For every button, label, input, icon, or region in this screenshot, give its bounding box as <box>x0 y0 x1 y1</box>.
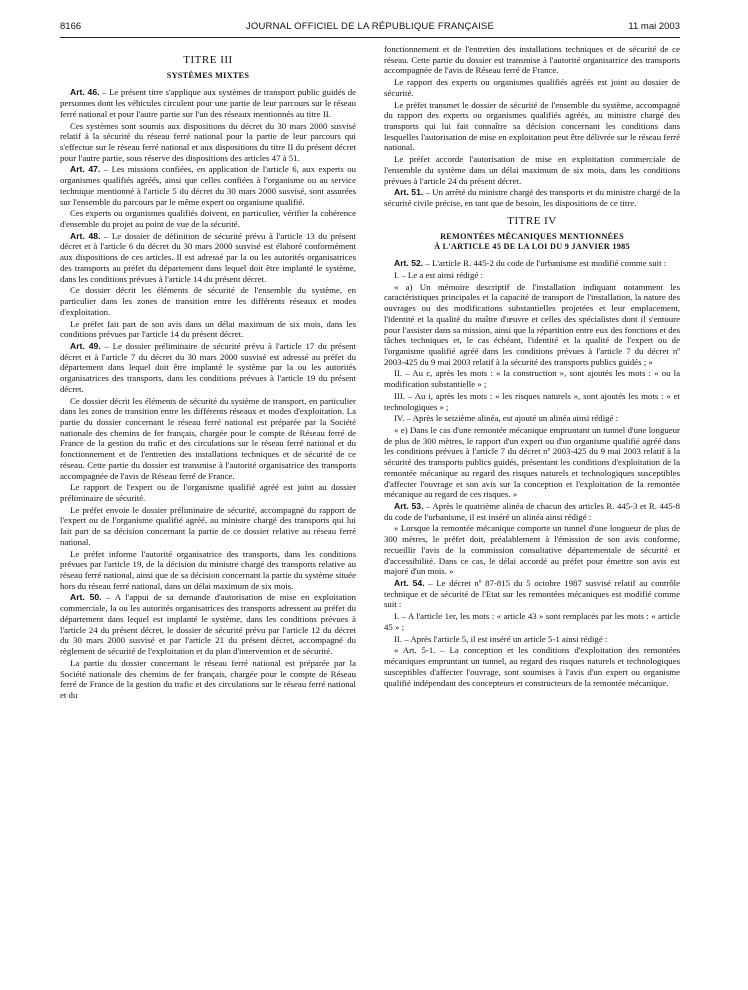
paragraph <box>384 282 680 368</box>
paragraph-text: Le rapport de l'expert ou de l'organisme qualifié agréé est joint au dossier préliminaire de sécurité. <box>60 482 356 503</box>
paragraph-text: « a) Un mémoire descriptif de l'installation indiquant notamment les caractéristiques principales et la capacité de transport de l'installation, la nature des ouvrages ou des modifications substantielles projetées et leur emplacement, l'identité et la qualité du maître d'œuvre et celles des spécialistes dont il s'entoure pour l'assister dans sa mission, ainsi que la répartition entre eux des fonctions et des tâches techniques et, le cas échéant, l'identité et la qualité de l'expert ou de l'organisme qualifié agréé dans les conditions prévues à l'article 7 du décret nº 2003-425 du 9 mai 2003 relatif à la sécurité des transports publics guidés ; » <box>384 281 680 367</box>
paragraph-text: fonctionnement et de l'entretien des installations techniques et de sécurité de ce réseau. Cette partie du dossier est transmise à l'autorité organisatrice des transports accompagnée de l'avis de Réseau ferré de France. <box>384 44 680 76</box>
paragraph <box>384 270 680 281</box>
article-number: Art. 49. <box>70 340 101 351</box>
paragraph <box>384 77 680 98</box>
paragraph <box>60 482 356 503</box>
right-top-paragraphs <box>384 44 680 209</box>
article-number: Art. 46. <box>70 87 100 98</box>
paragraph-text: – Le décret nº 87-815 du 5 octobre 1987 susvisé relatif au contrôle technique et de sécurité de l'Etat sur les remontées mécaniques est modifié comme suit : <box>384 578 680 610</box>
article-paragraph <box>60 341 356 395</box>
paragraph <box>60 505 356 548</box>
paragraph-text: – Le dossier préliminaire de sécurité prévu à l'article 17 du présent décret et à l'article 7 du décret du 30 mars 2000 susvisé est adressé au préfet du département dans lequel doit être implanté le système par la ou les autorités organisatrices des transports, dans les conditions prévues à l'article 19 du présent décret. <box>60 340 356 394</box>
paragraph-text: La partie du dossier concernant le réseau ferré national est préparée par la Société nationale des chemins de fer français, chargée pour le compte de Réseau ferré de France de la gestion du trafic et des circulations sur le réseau ferré national et du <box>60 657 356 700</box>
titre-subtitle: SYSTÈMES MIXTES <box>166 71 250 81</box>
page-number: 8166 <box>60 21 82 32</box>
paragraph <box>384 413 680 424</box>
titre-heading: TITRE IV <box>507 214 557 227</box>
paragraph-text: « Art. 5-1. – La conception et les conditions d'exploitation des remontées mécaniques empruntant un tunnel, au regard des risques naturels et technologiques susceptibles d'affecter l'ouvrage, sont soumises à l'avis d'un expert ou organisme qualifié indépendant des concepteurs et constructeurs de la remontée mécanique. <box>384 645 680 688</box>
paragraph <box>60 549 356 592</box>
left-paragraphs <box>60 87 356 700</box>
paragraph-text: I. – Le a est ainsi rédigé : <box>394 269 483 280</box>
paragraph-text: II. – Au c, après les mots : « la construction », sont ajoutés les mots : « ou la modification substantielle » ; <box>384 368 680 390</box>
article-paragraph <box>60 164 356 207</box>
paragraph <box>60 285 356 317</box>
paragraph-text: Ces systèmes sont soumis aux dispositions du décret du 30 mars 2000 susvisé relatif à la sécurité du réseau ferré national pour la partie de leur parcours qui s'effectue sur le réseau ferré national et aux dispositions du titre II du présent décret pour l'autre partie, sous réserve des dispositions des articles 47 à 51. <box>60 120 356 163</box>
paragraph <box>384 425 680 500</box>
paragraph-text: – Après le quatrième alinéa de chacun des articles R. 445-3 et R. 445-8 du code de l'urbanisme, il est inséré un alinéa ainsi rédigé : <box>384 501 680 522</box>
article-paragraph <box>60 87 356 119</box>
article-number: Art. 54. <box>394 578 425 589</box>
publication-date: 11 mai 2003 <box>628 21 680 32</box>
article-number: Art. 51. <box>394 187 424 198</box>
article-paragraph <box>384 501 680 522</box>
paragraph <box>60 658 356 701</box>
paragraph <box>384 368 680 389</box>
paragraph-text: – Les missions confiées, en application de l'article 6, aux experts ou organismes qualifiés agréés, ainsi que celles confiées à l'organisme ou au service technique mentionné à l'article 5 du décret du 30 mars 2000 susvisé, sont assurées sur l'ensemble du parcours par le même expert ou organisme qualifié. <box>60 164 356 207</box>
paragraph <box>384 100 680 154</box>
paragraph-text: – Un arrêté du ministre chargé des transports et du ministre chargé de la sécurité civile précise, en tant que de besoin, les dispositions de ce titre. <box>384 187 680 209</box>
paragraph-text: Le rapport des experts ou organismes qualifiés agréés est joint au dossier de sécurité. <box>384 77 680 98</box>
paragraph-text: « e) Dans le cas d'une remontée mécanique empruntant un tunnel d'une longueur de plus de 300 mètres, le rapport d'un expert ou d'un organisme qualifié agréé dans les conditions prévues à l'article 7 du décret nº 2003-425 du 9 mai 2003 relatif à la sécurité des transports publics guidés, présentant les conditions d'exploitation de la remontée mécanique au regard des risques naturels et technologiques susceptibles d'affecter l'ouvrage et son avis sur la conception et l'exploitation de la remontée mécanique au regard de ces risques. » <box>384 424 680 500</box>
paragraph-text: « Lorsque la remontée mécanique comporte un tunnel d'une longueur de plus de 300 mètres, le préfet doit, préalablement à l'émission de son avis conforme, recueillir l'avis de la commission consultative départementale de sécurité et d'accessibilité. Dans ce cas, le délai accordé au préfet pour émettre son avis est majoré d'un mois. » <box>384 523 680 577</box>
left-column <box>60 44 356 702</box>
paragraph-text: I. – A l'article 1er, les mots : « article 43 » sont remplacés par les mots : « article 45 » ; <box>384 611 680 632</box>
journal-title: JOURNAL OFFICIEL DE LA RÉPUBLIQUE FRANÇAISE <box>245 21 495 32</box>
paragraph-text: III. – Au i, après les mots : « les risques naturels », sont ajoutés les mots : « et technologiques » ; <box>384 390 680 412</box>
paragraph-text: Ce dossier décrit les éléments de sécurité du système de transport, en particulier dans les zones de transition entre les différents réseaux et modes d'exploitation. La partie du dossier concernant le réseau ferré national est préparée par la Société nationale des chemins de fer français, chargée pour le compte de Réseau ferré de France de la gestion du trafic et des circulations sur le réseau ferré national et du fonctionnement et de l'entretien des installations techniques et de sécurité de ce réseau. Cette partie du dossier est transmise à l'autorité organisatrice des transports accompagnée de l'avis de Réseau ferré de France. <box>60 395 356 481</box>
paragraph-text: – A l'appui de sa demande d'autorisation de mise en exploitation commerciale, la ou les autorités organisatrices des transports adressent au préfet du département dans lequel est implanté le système, dans les conditions prévues à l'article 24 du présent décret, le dossier de sécurité prévu par l'article 12 du décret du 30 mars 2000 susvisé et par l'article 21 du présent décret, accompagné du règlement de sécurité de l'exploitation et du plan d'intervention et de sécurité. <box>60 592 357 657</box>
right-bottom-paragraphs <box>384 258 680 688</box>
article-paragraph <box>60 231 356 285</box>
paragraph-text: Ce dossier décrit les éléments de sécurité de l'ensemble du système, en particulier dans les zones de transition entre les différents réseaux et modes d'exploitation. <box>60 285 356 317</box>
titre-subtitle <box>384 232 680 252</box>
right-column <box>384 44 680 689</box>
subtitle-line: À L'ARTICLE 45 DE LA LOI DU 9 JANVIER 1985 <box>434 242 630 252</box>
paragraph <box>384 634 680 645</box>
paragraph-text: – Le dossier de définition de sécurité prévu à l'article 13 du présent décret et à l'article 6 du décret du 30 mars 2000 susvisé est élaboré conformément aux dispositions de ces articles. Il est adressé par la ou les autorités organisatrices des transports au préfet du département dans lequel doit être implanté le système, dans les conditions prévues à l'article 14 du présent décret. <box>60 230 356 284</box>
paragraph-text: Ces experts ou organismes qualifiés doivent, en particulier, vérifier la cohérence d'ensemble du projet au point de vue de la sécurité. <box>60 208 356 230</box>
article-paragraph <box>384 258 680 269</box>
article-number: Art. 47. <box>70 164 101 175</box>
page-header <box>60 21 680 35</box>
article-number: Art. 53. <box>394 501 424 511</box>
paragraph <box>384 645 680 688</box>
paragraph <box>384 154 680 186</box>
paragraph <box>60 121 356 164</box>
paragraph <box>60 396 356 482</box>
header-rule <box>60 37 680 38</box>
paragraph <box>60 208 356 229</box>
paragraph <box>384 611 680 632</box>
article-number: Art. 52. <box>394 258 424 269</box>
paragraph-text: II. – Après l'article 5, il est inséré un article 5-1 ainsi rédigé : <box>394 633 608 644</box>
paragraph-text: – L'article R. 445-2 du code de l'urbanisme est modifié comme suit : <box>423 258 667 269</box>
paragraph-text: Le préfet transmet le dossier de sécurité de l'ensemble du système, accompagné du rapport des experts ou organismes qualifiés agréés, au ministre chargé des transports qui lui fait connaître sa décision concernant les conditions dans lesquelles l'autorisation de mise en exploitation peut être délivrée sur le réseau ferré national. <box>384 99 680 153</box>
paragraph <box>60 319 356 340</box>
paragraph-text: Le préfet fait part de son avis dans un délai maximum de six mois, dans les conditions prévues par l'article 14 du présent décret. <box>60 318 356 340</box>
article-number: Art. 50. <box>70 592 102 603</box>
subtitle-line: REMONTÉES MÉCANIQUES MENTIONNÉES <box>440 232 624 242</box>
paragraph-text: Le préfet envoie le dossier préliminaire de sécurité, accompagné du rapport de l'expert ou de l'organisme qualifié agréé, au ministre chargé des transports qui lui fait part de sa décision concernant la partie de ce dossier relative au réseau ferré national. <box>60 504 356 547</box>
article-paragraph <box>60 592 356 656</box>
titre-heading: TITRE III <box>183 54 233 66</box>
paragraph <box>384 391 680 412</box>
paragraph-text: Le préfet accorde l'autorisation de mise en exploitation commerciale de l'ensemble du système dans un délai maximum de six mois, dans les conditions prévues à l'article 24 du présent décret. <box>384 154 680 186</box>
article-paragraph <box>384 187 680 208</box>
paragraph <box>384 44 680 76</box>
article-number: Art. 48. <box>70 230 101 241</box>
paragraph-text: – Le présent titre s'applique aux systèmes de transport public guidés de personnes dont les véhicules circulent pour une partie de leur parcours sur le réseau ferré national et pour l'autre partie sur l'un des réseaux mentionnés au titre II. <box>60 87 357 119</box>
article-paragraph <box>384 578 680 610</box>
paragraph-text: Le préfet informe l'autorité organisatrice des transports, dans les conditions prévues par l'article 19, de la décision du ministre chargé des transports relative au réseau ferré national, ainsi que de sa décision concernant la partie du système située hors du réseau ferré national, dans un délai maximum de six mois. <box>60 548 356 591</box>
paragraph <box>384 523 680 577</box>
paragraph-text: IV. – Après le seizième alinéa, est ajouté un alinéa ainsi rédigé : <box>394 413 619 424</box>
